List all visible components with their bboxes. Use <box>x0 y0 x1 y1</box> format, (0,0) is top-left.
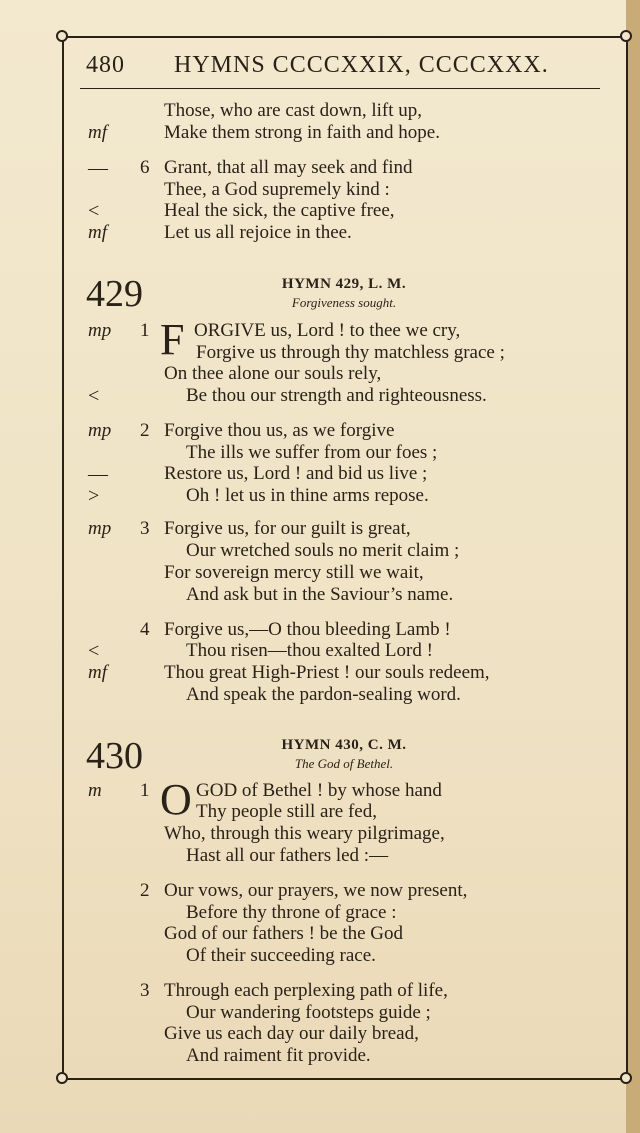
header-rule <box>80 88 600 89</box>
verse-line: Forgive us, for our guilt is great, <box>164 518 411 539</box>
dynamic-marking: mp <box>88 320 112 341</box>
drop-cap: F <box>160 315 185 364</box>
hymn-title: HYMN 429, L. M. <box>281 276 407 292</box>
dynamic-marking: < <box>88 385 100 407</box>
verse-line: Thee, a God supremely kind : <box>164 179 390 200</box>
drop-cap: O <box>160 775 192 824</box>
hymn-title: HYMN 430, C. M. <box>281 737 407 753</box>
dynamic-marking: mf <box>88 662 107 683</box>
dynamic-marking: mf <box>88 122 107 143</box>
verse-line: ORGIVE us, Lord ! to thee we cry, <box>194 320 461 341</box>
verse-line: And raiment fit provide. <box>186 1045 371 1066</box>
dynamic-marking: — <box>88 463 108 485</box>
running-title: HYMNS CCCCXXIX, CCCCXXX. <box>174 52 549 78</box>
running-header <box>86 52 606 86</box>
verse-line: Thy people still are fed, <box>196 801 377 822</box>
verse-line: On thee alone our souls rely, <box>164 363 382 384</box>
verse-number: 4 <box>140 619 150 640</box>
hymn-subtitle: Forgiveness sought. <box>291 295 397 310</box>
verse-number: 3 <box>140 980 150 1001</box>
verse-line: Who, through this weary pilgrimage, <box>164 823 445 844</box>
verse-line: And speak the pardon-sealing word. <box>186 684 461 705</box>
dynamic-marking: < <box>88 200 100 222</box>
verse-line: Make them strong in faith and hope. <box>164 122 440 143</box>
left-rule <box>62 36 64 1082</box>
verse-line: The ills we suffer from our foes ; <box>186 442 438 463</box>
verse-line: Restore us, Lord ! and bid us live ; <box>164 463 428 484</box>
verse-line: Our vows, our prayers, we now present, <box>164 880 468 901</box>
verse-line: Thou great High-Priest ! our souls redeem, <box>164 662 490 683</box>
page-number: 480 <box>86 52 125 78</box>
page-edge-strip <box>626 0 640 1133</box>
verse-line: God of our fathers ! be the God <box>164 923 404 944</box>
verse-line: Give us each day our daily bread, <box>164 1023 419 1044</box>
verse-line: Be thou our strength and righteousness. <box>186 385 487 406</box>
hymn-subtitle: The God of Bethel. <box>294 756 394 771</box>
dynamic-marking: mp <box>88 420 112 441</box>
dynamic-marking: — <box>88 157 108 179</box>
verse-line: Forgive us,—O thou bleeding Lamb ! <box>164 619 451 640</box>
top-rule <box>62 36 628 38</box>
verse-line: Those, who are cast down, lift up, <box>164 100 423 121</box>
verse-line: Our wandering footsteps guide ; <box>186 1002 431 1023</box>
verse-line: Oh ! let us in thine arms repose. <box>186 485 429 506</box>
verse-number: 1 <box>140 320 150 341</box>
verse-line: Forgive us through thy matchless grace ; <box>196 342 505 363</box>
verse-line: Hast all our fathers led :— <box>186 845 389 866</box>
verse-line: GOD of Bethel ! by whose hand <box>196 780 442 801</box>
verse-line: Through each perplexing path of life, <box>164 980 448 1001</box>
verse-line: Our wretched souls no merit claim ; <box>186 540 460 561</box>
verse-number: 6 <box>140 157 150 178</box>
verse-line: And ask but in the Saviour’s name. <box>186 584 454 605</box>
dynamic-marking: mp <box>88 518 112 539</box>
dynamic-marking: < <box>88 640 100 662</box>
verse-number: 3 <box>140 518 150 539</box>
verse-line: For sovereign mercy still we wait, <box>164 562 424 583</box>
dynamic-marking: mf <box>88 222 107 243</box>
verse-line: Heal the sick, the captive free, <box>164 200 395 221</box>
corner-ornament <box>56 30 68 42</box>
right-rule <box>626 36 628 1082</box>
verse-line: Of their succeeding race. <box>186 945 376 966</box>
corner-ornament <box>620 30 632 42</box>
dynamic-marking: m <box>88 780 102 801</box>
verse-number: 2 <box>140 420 150 441</box>
bottom-rule <box>62 1078 628 1080</box>
corner-ornament <box>56 1072 68 1084</box>
hymn-number: 430 <box>86 735 143 777</box>
dynamic-marking: > <box>88 485 100 507</box>
corner-ornament <box>620 1072 632 1084</box>
hymn-number: 429 <box>86 273 143 315</box>
verse-line: Before thy throne of grace : <box>186 902 397 923</box>
verse-line: Thou risen—thou exalted Lord ! <box>186 640 433 661</box>
verse-number: 1 <box>140 780 150 801</box>
verse-line: Let us all rejoice in thee. <box>164 222 352 243</box>
verse-line: Grant, that all may seek and find <box>164 157 413 178</box>
verse-line: Forgive thou us, as we forgive <box>164 420 395 441</box>
verse-number: 2 <box>140 880 150 901</box>
